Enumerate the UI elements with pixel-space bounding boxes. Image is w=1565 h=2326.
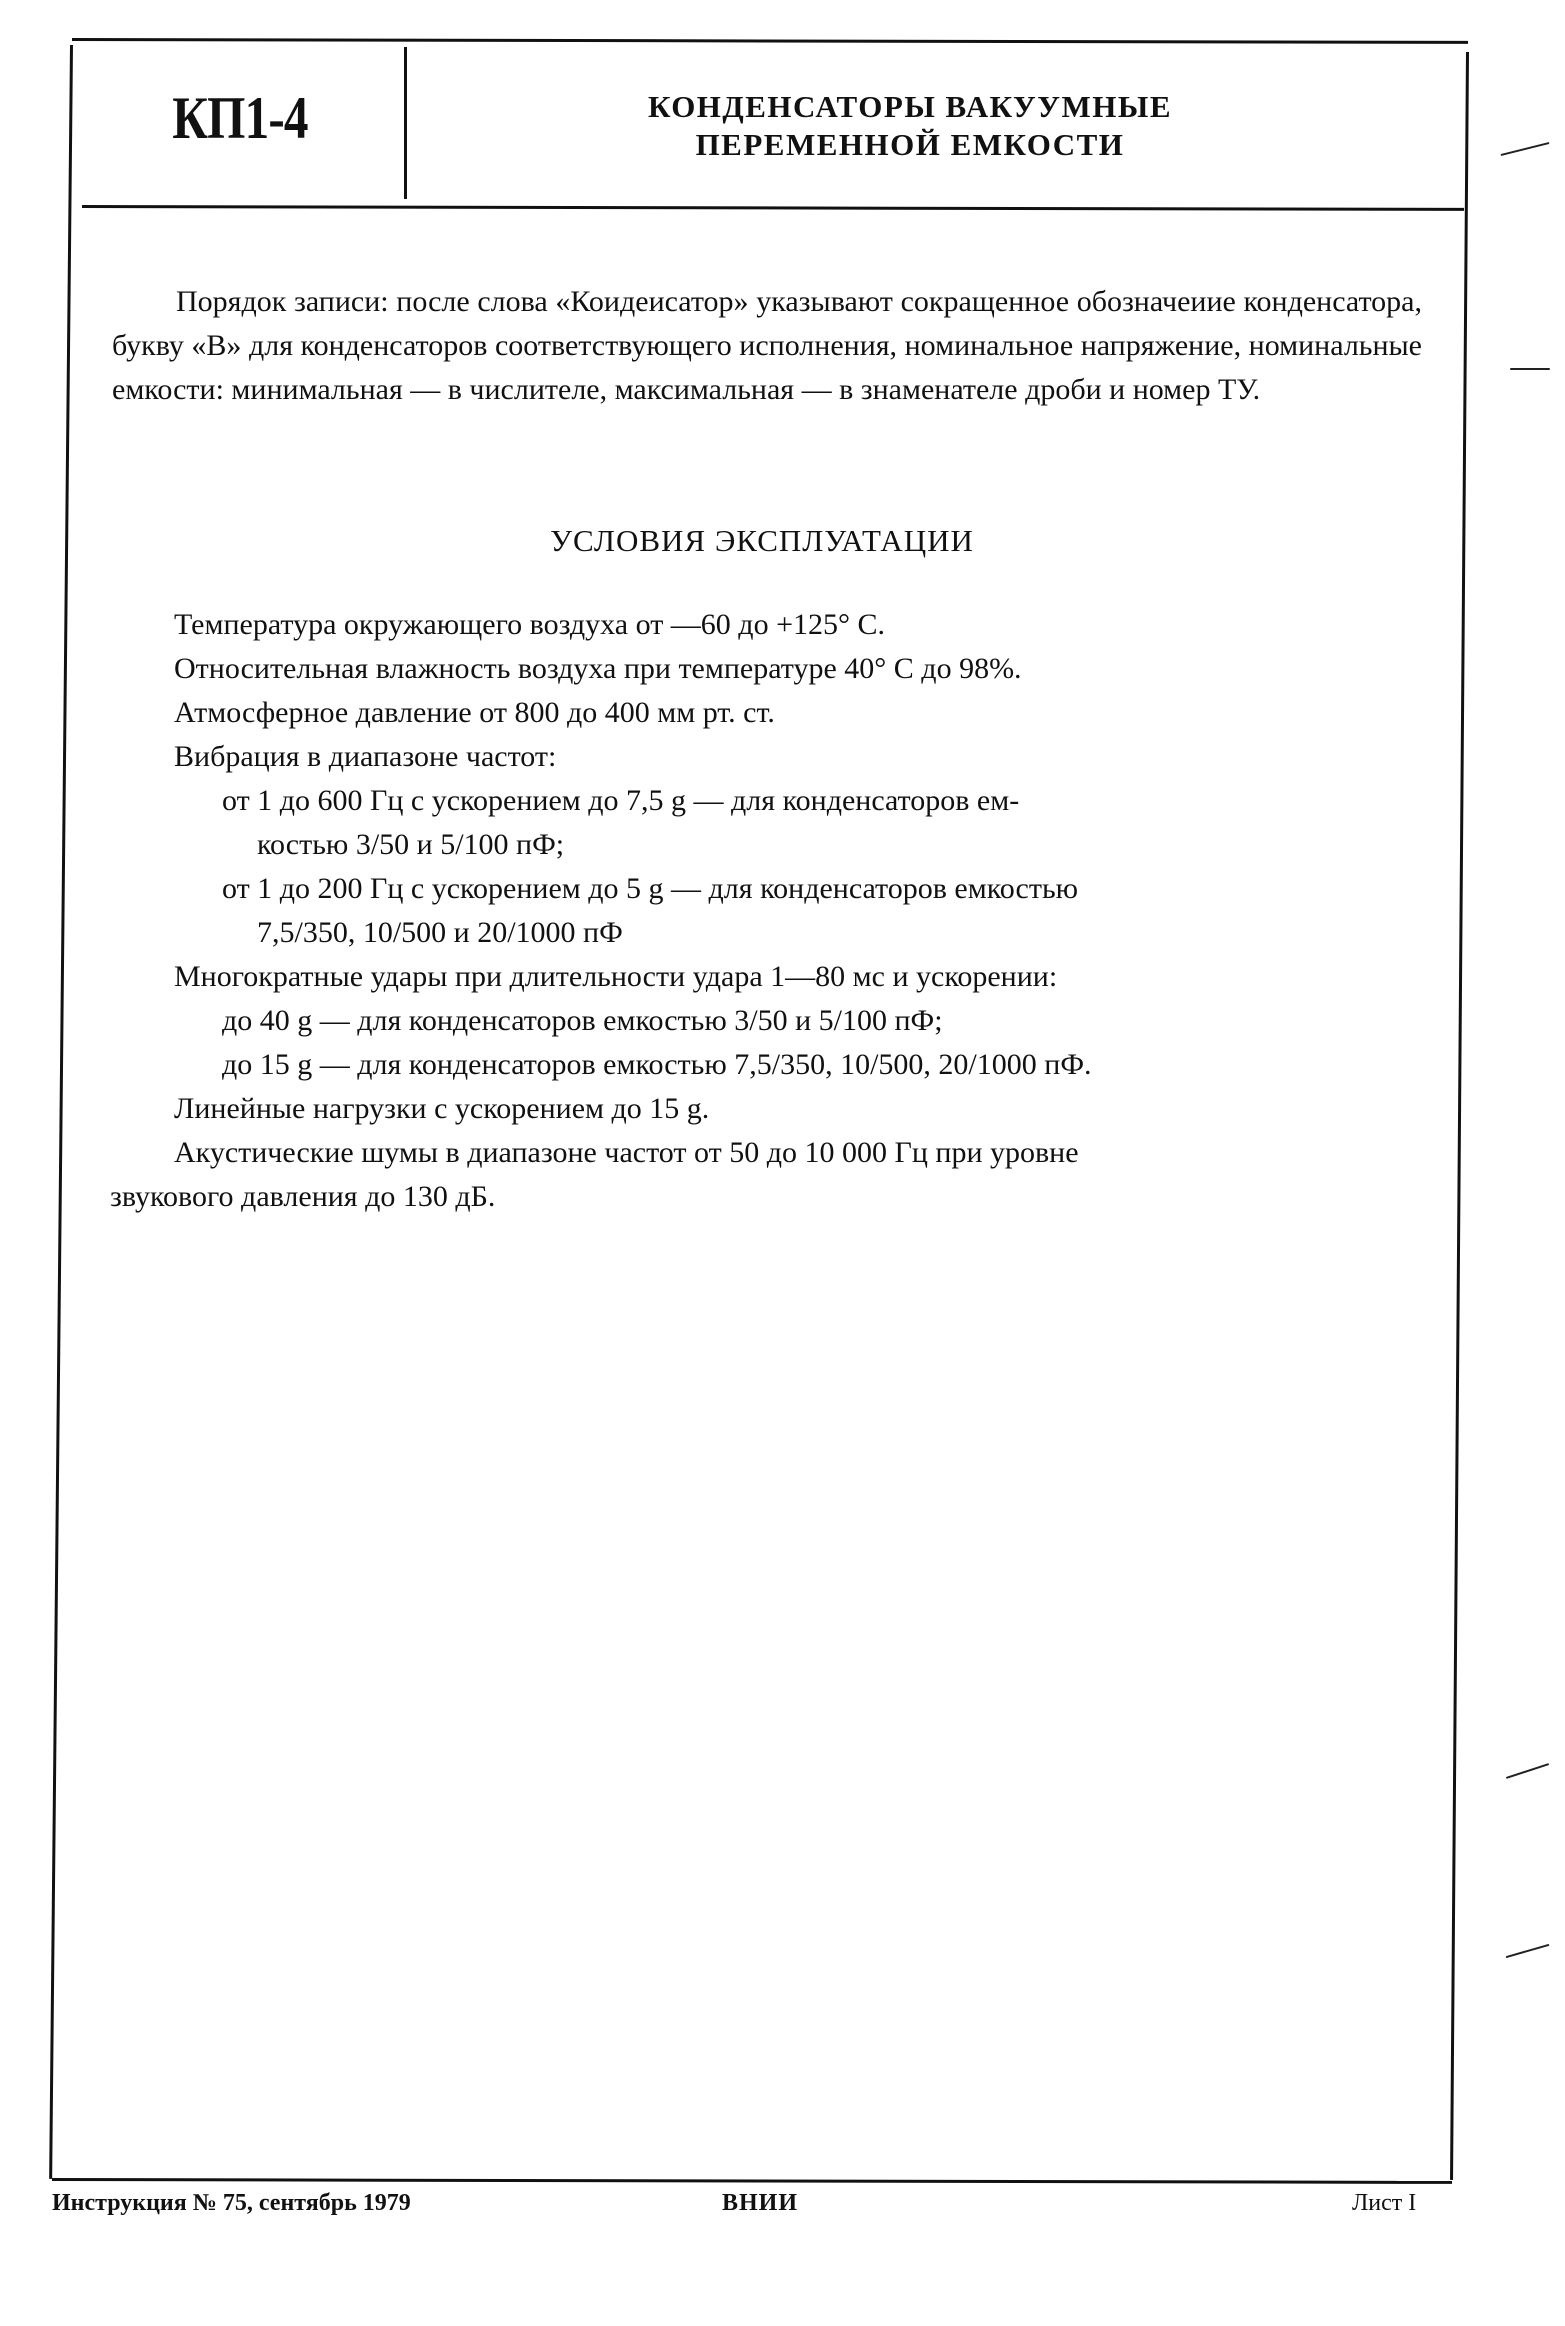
scan-artifact	[1506, 1944, 1550, 1958]
condition-line-continued: звукового давления до 130 дБ.	[110, 1180, 496, 1213]
scan-artifact	[1506, 1763, 1549, 1779]
title-line-1: КОНДЕНСАТОРЫ ВАКУУМНЫЕ	[647, 89, 1173, 124]
condition-subline: 7,5/350, 10/500 и 20/1000 пФ	[257, 916, 623, 949]
condition-line: Акустические шумы в диапазоне частот от 50 до 10 000 Гц при уровне	[174, 1136, 1079, 1169]
intro-paragraph	[112, 280, 1422, 412]
condition-line: Вибрация в диапазоне частот:	[174, 740, 557, 773]
condition-line: Линейные нагрузки с ускорением до 15 g.	[174, 1092, 710, 1125]
section-title: УСЛОВИЯ ЭКСПЛУАТАЦИИ	[550, 523, 974, 558]
conditions-list	[112, 603, 1422, 1219]
frame-top-rule	[72, 38, 1468, 44]
header-divider	[404, 47, 407, 199]
condition-line: Температура окружающего воздуха от —60 до +125° С.	[174, 608, 885, 641]
title-line-2: ПЕРЕМЕННОЙ ЕМКОСТИ	[695, 127, 1125, 162]
header-bottom-rule	[82, 205, 1464, 211]
condition-subline: до 15 g — для конденсаторов емкостью 7,5/350, 10/500, 20/1000 пФ.	[222, 1048, 1092, 1081]
footer-instruction: Инструкция № 75, сентябрь 1979	[52, 2190, 411, 2216]
footer-sheet-number: Лист I	[1352, 2190, 1417, 2216]
scan-artifact	[1510, 368, 1550, 370]
intro-text: Порядок записи: после слова «Коидеисатор» указывают сокращенное обозначеиие конденсатора, букву «В» для конденсаторов соответствующего исполнения, номинальное напряжение, номинальные емкости: минимальная — в числителе, максимальная — в знаменателе дроби и номер ТУ.	[112, 285, 1422, 406]
frame-bottom-rule	[52, 2178, 1452, 2184]
condition-line: Многократные удары при длительности удара 1—80 мс и ускорении:	[174, 960, 1058, 993]
scan-artifact	[1501, 142, 1550, 156]
condition-subline: до 40 g — для конденсаторов емкостью 3/50 и 5/100 пФ;	[222, 1004, 943, 1037]
condition-subline: костью 3/50 и 5/100 пФ;	[257, 828, 565, 861]
component-code: КП1-4	[172, 85, 308, 151]
frame-left-rule	[49, 45, 73, 2179]
condition-subline: от 1 до 200 Гц с ускорением до 5 g — для конденсаторов емкостью	[222, 872, 1079, 905]
condition-line: Относительная влажность воздуха при температуре 40° С до 98%.	[174, 652, 1022, 685]
condition-subline: от 1 до 600 Гц с ускорением до 7,5 g — для конденсаторов ем-	[222, 784, 1020, 817]
footer-publisher: ВНИИ	[722, 2190, 799, 2216]
page-title	[560, 88, 1260, 164]
condition-line: Атмосферное давление от 800 до 400 мм рт. ст.	[174, 696, 775, 729]
frame-right-rule	[1450, 52, 1469, 2180]
